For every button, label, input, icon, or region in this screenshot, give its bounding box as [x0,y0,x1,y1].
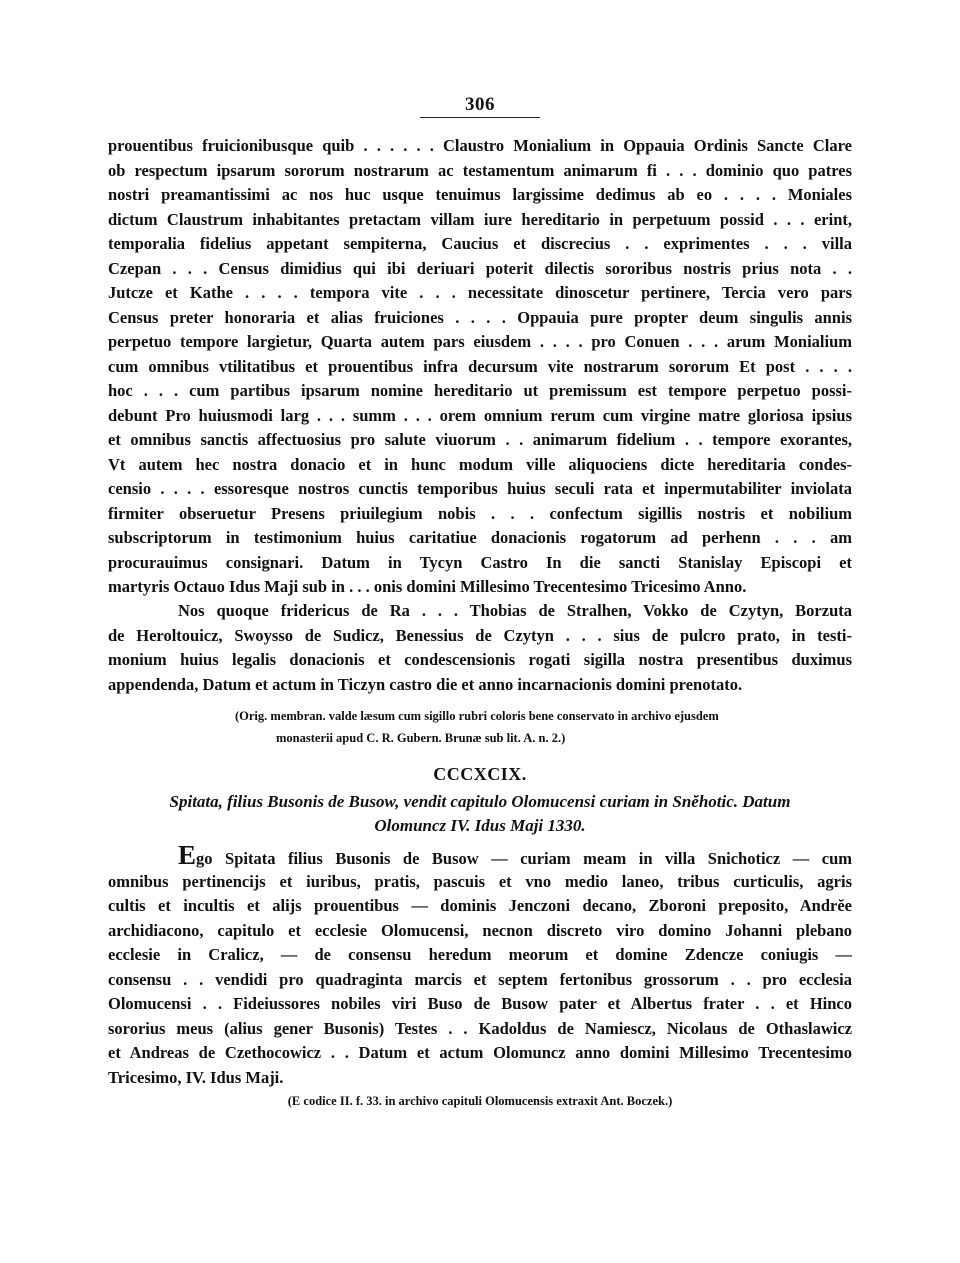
text-line: martyris Octauo Idus Maji sub in . . . onis domini Millesimo Trecentesimo Tricesimo Anno. [108,577,747,596]
text-line: temporalia fidelius appetant sempiterna, Caucius et discrecius . . exprimentes . . . villa [108,234,852,253]
text-line: appendenda, Datum et actum in Ticzyn castro die et anno incarnacionis domini prenotato. [108,674,743,694]
text-line: monium huius legalis donacionis et condescensionis rogati sigilla nostra presentibus duximus [108,650,852,669]
text-line: Tricesimo, IV. Idus Maji. [108,1067,284,1087]
text-line: firmiter obseruetur Presens priuilegium nobis . . . confectum sigillis nostris et nobilium [108,503,852,523]
charter-first-line: go Spitata filius Busonis de Busow — curiam meam in villa Snichoticz — cum [196,849,852,868]
document-summary [108,790,852,838]
text-line: Nos quoque fridericus de Ra . . . Thobias de Stralhen, Vokko de Czytyn, Borzuta [178,601,852,620]
text-line: Jutcze et Kathe . . . . tempora vite . . . necessitate dinoscetur pertinere, Tercia vero pars [108,283,852,302]
page-number: 306 [465,94,495,115]
text-line: omnibus pertinencijs et iuribus, pratis, pascuis et vno medio laneo, tribus curticulis, agris [108,871,852,891]
text-line: perpetuo tempore largietur, Quarta autem pars eiusdem . . . . pro Conuen . . . arum Monialium [108,332,852,351]
text-line: sororius meus (alius gener Busonis) Testes . . Kadoldus de Namiescz, Nicolaus de Othaslawicz [108,1018,852,1038]
summary-line: Olomuncz IV. Idus Maji 1330. [374,816,586,835]
document-number: CCCXCIX. [433,764,527,784]
text-line: Olomucensi . . Fideiussores nobiles viri Buso de Busow pater et Albertus frater . . et Hinco [108,994,852,1013]
text-line: cultis et incultis et alijs prouentibus — dominis Jenczoni decano, Zboroni preposito, Andrĕe [108,896,852,915]
note-line: (Orig. membran. valde læsum cum sigillo rubri coloris bene conservato in archivo ejusdem [235,709,719,723]
text-line: nostri preamantissimi ac nos huc usque tenuimus largissime dedimus ab eo . . . . Moniales [108,185,852,204]
text-line: Vt autem hec nostra donacio et in hunc modum ville aliquociens dicte hereditaria condes- [108,454,852,474]
text-line: procurauimus consignari. Datum in Tycyn Castro In die sancti Stanislay Episcopi et [108,552,852,572]
text-line: dictum Claustrum inhabitantes pretactam villam iure hereditario in perpetuum possid . . . erint, [108,209,852,229]
source-note: (E codice II. f. 33. in archivo capituli Olomucensis extraxit Ant. Boczek.) [287,1094,673,1108]
text-line: et Andreas de Czethocowicz . . Datum et actum Olomuncz anno domini Millesimo Trecentesimo [108,1043,852,1062]
continuation-paragraph [108,134,852,600]
text-line: ecclesie in Cralicz, — de consensu heredum meorum et domine Zdencze coniugis — [108,945,852,964]
page-number-rule [420,117,540,118]
text-line: cum omnibus vtilitatibus et prouentibus infra decursum vite nostrarum sororum Et post . . . . [108,356,852,376]
drop-cap: E [178,845,197,870]
text-line: Census preter honoraria et alias fruiciones . . . . Oppauia pure propter deum singulis annis [108,307,852,327]
archive-note [108,705,852,749]
text-line: debunt Pro huiusmodi larg . . . summ . . . orem omnium rerum cum virgine matre gloriosa ipsius [108,405,852,425]
note-line: monasterii apud C. R. Gubern. Brunæ sub lit. A. n. 2.) [276,731,566,745]
text-line: de Heroltouicz, Swoysso de Sudicz, Benessius de Czytyn . . . sius de pulcro prato, in testi- [108,625,852,645]
text-line: Czepan . . . Census dimidius qui ibi deriuari poterit dilectis sororibus nostris prius nota . . [108,258,852,278]
witness-paragraph [108,599,852,697]
text-line: prouentibus fruicionibusque quib . . . . . . Claustro Monialium in Oppauia Ordinis Sancte Clare [108,136,852,155]
text-line: archidiacono, capitulo et ecclesie Olomucensi, necnon discreto viro domino Johanni plebano [108,920,852,940]
text-line: consensu . . vendidi pro quadraginta marcis et septem fertonibus grossorum . . pro ecclesia [108,969,852,989]
summary-line: Spitata, filius Busonis de Busow, vendit capitulo Olomucensi curiam in Snĕhotic. Datum [169,792,791,811]
text-line: subscriptorum in testimonium huius caritatiue donacionis rogatorum ad perhenn . . . am [108,528,852,547]
text-line: censio . . . . essoresque nostros cunctis temporibus huius seculi rata et inpermutabiliter inviolata [108,479,852,498]
text-line [108,845,852,870]
text-line: et omnibus sanctis affectuosius pro salute viuorum . . animarum fidelium . . tempore exorantes, [108,430,852,449]
text-line: hoc . . . cum partibus ipsarum nomine hereditario ut premissum est tempore perpetuo possi- [108,381,852,400]
text-line: ob respectum ipsarum sororum nostrarum ac testamentum animarum fi . . . dominio quo patres [108,160,852,180]
charter-paragraph [108,845,852,1090]
